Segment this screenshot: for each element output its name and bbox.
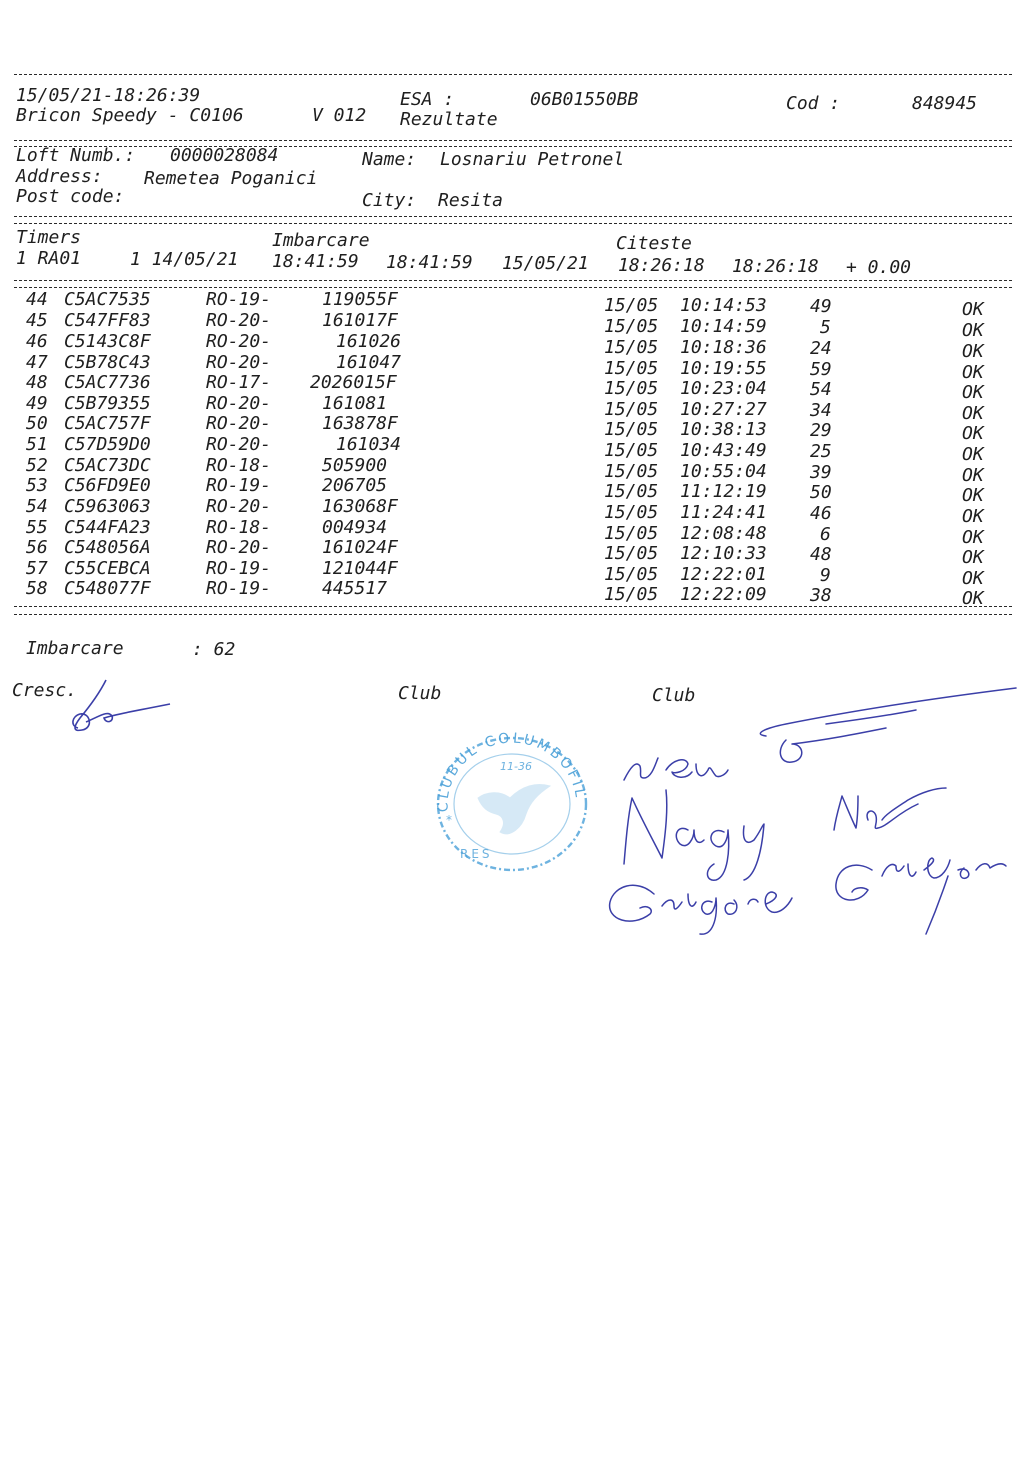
arrival-date: 15/05 xyxy=(604,316,659,337)
svg-text:RES: RES xyxy=(460,847,493,861)
separator-header xyxy=(14,140,1012,141)
row-number: 50 xyxy=(26,413,48,434)
row-number: 53 xyxy=(26,475,48,496)
row-number: 44 xyxy=(26,289,48,310)
status: OK xyxy=(962,403,984,424)
arrival-date: 15/05 xyxy=(604,399,659,420)
ring-prefix: RO-20- xyxy=(206,537,272,558)
table-row xyxy=(0,434,1024,465)
svg-text:11-36: 11-36 xyxy=(500,760,532,773)
position: 50 xyxy=(810,482,832,503)
cresc-label: Cresc. xyxy=(12,680,78,701)
separator-top xyxy=(14,74,1012,75)
table-row xyxy=(0,372,1024,403)
imbarcare-date: 1 14/05/21 xyxy=(130,249,239,270)
position: 9 xyxy=(820,565,831,586)
report-datetime: 15/05/21-18:26:39 xyxy=(16,85,201,106)
ring-number: 004934 xyxy=(322,517,388,538)
chip-id: C544FA23 xyxy=(64,517,151,538)
svg-text:*: * xyxy=(446,813,452,827)
position: 49 xyxy=(810,296,832,317)
club-stamp xyxy=(426,728,596,878)
table-row xyxy=(0,537,1024,568)
chip-id: C57D59D0 xyxy=(64,434,151,455)
position: 29 xyxy=(810,420,832,441)
ring-number: 161017F xyxy=(322,310,398,331)
rezultate-label: Rezultate xyxy=(400,109,498,130)
status: OK xyxy=(962,444,984,465)
esa-label: ESA : xyxy=(400,89,455,110)
loft-number: 0000028084 xyxy=(170,145,279,166)
cod-value: 848945 xyxy=(912,93,978,114)
position: 54 xyxy=(810,379,832,400)
status: OK xyxy=(962,506,984,527)
ring-prefix: RO-18- xyxy=(206,455,272,476)
chip-id: C5B79355 xyxy=(64,393,151,414)
imbarcare-header: Imbarcare xyxy=(272,230,370,251)
position: 46 xyxy=(810,503,832,524)
city-value: Resita xyxy=(438,190,504,211)
position: 5 xyxy=(820,317,831,338)
timer-id: 1 RA01 xyxy=(16,248,82,269)
loft-label: Loft Numb.: xyxy=(16,145,136,166)
ring-number: 163878F xyxy=(322,413,398,434)
svg-text:CLUBUL COLUMBOFIL: CLUBUL COLUMBOFIL xyxy=(435,730,589,813)
arrival-date: 15/05 xyxy=(604,564,659,585)
device-version: V 012 xyxy=(312,105,367,126)
separator-timers xyxy=(14,280,1012,281)
position: 39 xyxy=(810,462,832,483)
ring-prefix: RO-18- xyxy=(206,517,272,538)
device-name: Bricon Speedy - C0106 xyxy=(16,105,244,126)
status: OK xyxy=(962,320,984,341)
arrival-time: 10:18:36 xyxy=(680,337,767,358)
arrival-date: 15/05 xyxy=(604,461,659,482)
arrival-time: 12:08:48 xyxy=(680,523,767,544)
ring-number: 161026 xyxy=(336,331,402,352)
club-label-1: Club xyxy=(398,683,442,704)
table-row xyxy=(0,331,1024,362)
chip-id: C5AC7535 xyxy=(64,289,151,310)
row-number: 55 xyxy=(26,517,48,538)
ring-prefix: RO-20- xyxy=(206,434,272,455)
ring-prefix: RO-20- xyxy=(206,352,272,373)
ring-prefix: RO-19- xyxy=(206,475,272,496)
arrival-time: 10:27:27 xyxy=(680,399,767,420)
arrival-time: 12:22:01 xyxy=(680,564,767,585)
table-row xyxy=(0,475,1024,506)
arrival-time: 12:22:09 xyxy=(680,584,767,605)
citeste-time-2: 18:26:18 xyxy=(732,256,819,277)
position: 24 xyxy=(810,338,832,359)
ring-prefix: RO-19- xyxy=(206,289,272,310)
row-number: 56 xyxy=(26,537,48,558)
arrival-date: 15/05 xyxy=(604,419,659,440)
esa-value: 06B01550BB xyxy=(530,89,639,110)
ring-number: 161024F xyxy=(322,537,398,558)
citeste-date: 15/05/21 xyxy=(502,253,589,274)
row-number: 49 xyxy=(26,393,48,414)
timer-offset: + 0.00 xyxy=(846,257,912,278)
status: OK xyxy=(962,485,984,506)
arrival-time: 10:43:49 xyxy=(680,440,767,461)
status: OK xyxy=(962,341,984,362)
row-number: 54 xyxy=(26,496,48,517)
arrival-date: 15/05 xyxy=(604,337,659,358)
row-number: 52 xyxy=(26,455,48,476)
cresc-signature xyxy=(60,676,190,746)
chip-id: C5143C8F xyxy=(64,331,151,352)
status: OK xyxy=(962,465,984,486)
row-number: 46 xyxy=(26,331,48,352)
ring-prefix: RO-20- xyxy=(206,331,272,352)
chip-id: C547FF83 xyxy=(64,310,151,331)
row-number: 58 xyxy=(26,578,48,599)
chip-id: C5963063 xyxy=(64,496,151,517)
status: OK xyxy=(962,547,984,568)
separator-results xyxy=(14,606,1012,607)
position: 25 xyxy=(810,441,832,462)
ring-number: 505900 xyxy=(322,455,388,476)
ring-number: 2026015F xyxy=(310,372,397,393)
citeste-header: Citeste xyxy=(616,233,692,254)
ring-prefix: RO-19- xyxy=(206,578,272,599)
separator-timers-2 xyxy=(14,287,1012,288)
row-number: 51 xyxy=(26,434,48,455)
status: OK xyxy=(962,299,984,320)
ring-number: 206705 xyxy=(322,475,388,496)
position: 38 xyxy=(810,585,832,606)
cod-label: Cod : xyxy=(786,93,841,114)
club-label-2: Club xyxy=(652,685,696,706)
arrival-time: 10:23:04 xyxy=(680,378,767,399)
row-number: 48 xyxy=(26,372,48,393)
table-row xyxy=(0,413,1024,444)
status: OK xyxy=(962,362,984,383)
arrival-date: 15/05 xyxy=(604,584,659,605)
separator-fancier-2 xyxy=(14,223,1012,224)
ring-number: 445517 xyxy=(322,578,388,599)
ring-number: 163068F xyxy=(322,496,398,517)
chip-id: C548077F xyxy=(64,578,151,599)
imbarcare-time-2: 18:41:59 xyxy=(386,252,473,273)
imbarcare-summary-value: : 62 xyxy=(192,639,236,660)
club-signatures xyxy=(596,680,1020,940)
separator-fancier xyxy=(14,216,1012,217)
arrival-date: 15/05 xyxy=(604,295,659,316)
arrival-date: 15/05 xyxy=(604,378,659,399)
table-row xyxy=(0,578,1024,609)
arrival-time: 10:38:13 xyxy=(680,419,767,440)
ring-prefix: RO-20- xyxy=(206,393,272,414)
arrival-date: 15/05 xyxy=(604,481,659,502)
postcode-label: Post code: xyxy=(16,186,125,207)
arrival-time: 10:19:55 xyxy=(680,358,767,379)
arrival-time: 10:14:53 xyxy=(680,295,767,316)
status: OK xyxy=(962,568,984,589)
arrival-time: 12:10:33 xyxy=(680,543,767,564)
ring-number: 121044F xyxy=(322,558,398,579)
chip-id: C548056A xyxy=(64,537,151,558)
chip-id: C5B78C43 xyxy=(64,352,151,373)
ring-number: 161047 xyxy=(336,352,402,373)
arrival-time: 11:24:41 xyxy=(680,502,767,523)
ring-prefix: RO-20- xyxy=(206,496,272,517)
timers-label: Timers xyxy=(16,227,82,248)
ring-prefix: RO-19- xyxy=(206,558,272,579)
city-label: City: xyxy=(362,190,417,211)
chip-id: C5AC73DC xyxy=(64,455,151,476)
row-number: 45 xyxy=(26,310,48,331)
name-label: Name: xyxy=(362,149,417,170)
fancier-name: Losnariu Petronel xyxy=(440,149,625,170)
ring-prefix: RO-17- xyxy=(206,372,272,393)
ring-prefix: RO-20- xyxy=(206,310,272,331)
separator-results-2 xyxy=(14,614,1012,615)
status: OK xyxy=(962,588,984,609)
chip-id: C5AC757F xyxy=(64,413,151,434)
row-number: 57 xyxy=(26,558,48,579)
arrival-time: 10:55:04 xyxy=(680,461,767,482)
status: OK xyxy=(962,423,984,444)
ring-number: 119055F xyxy=(322,289,398,310)
imbarcare-summary-label: Imbarcare xyxy=(26,638,124,659)
ring-number: 161081 xyxy=(322,393,388,414)
arrival-date: 15/05 xyxy=(604,523,659,544)
chip-id: C55CEBCA xyxy=(64,558,151,579)
position: 34 xyxy=(810,400,832,421)
arrival-time: 11:12:19 xyxy=(680,481,767,502)
chip-id: C5AC7736 xyxy=(64,372,151,393)
address-label: Address: xyxy=(16,166,103,187)
position: 6 xyxy=(820,524,831,545)
status: OK xyxy=(962,527,984,548)
position: 48 xyxy=(810,544,832,565)
row-number: 47 xyxy=(26,352,48,373)
table-row xyxy=(0,289,1024,320)
ring-number: 161034 xyxy=(336,434,402,455)
table-row xyxy=(0,310,1024,341)
arrival-date: 15/05 xyxy=(604,440,659,461)
imbarcare-time-1: 18:41:59 xyxy=(272,251,359,272)
citeste-time-1: 18:26:18 xyxy=(618,255,705,276)
arrival-time: 10:14:59 xyxy=(680,316,767,337)
status: OK xyxy=(962,382,984,403)
ring-prefix: RO-20- xyxy=(206,413,272,434)
position: 59 xyxy=(810,359,832,380)
chip-id: C56FD9E0 xyxy=(64,475,151,496)
address-value: Remetea Poganici xyxy=(144,168,318,189)
arrival-date: 15/05 xyxy=(604,543,659,564)
arrival-date: 15/05 xyxy=(604,502,659,523)
table-row xyxy=(0,496,1024,527)
separator-header-2 xyxy=(14,146,1012,147)
arrival-date: 15/05 xyxy=(604,358,659,379)
